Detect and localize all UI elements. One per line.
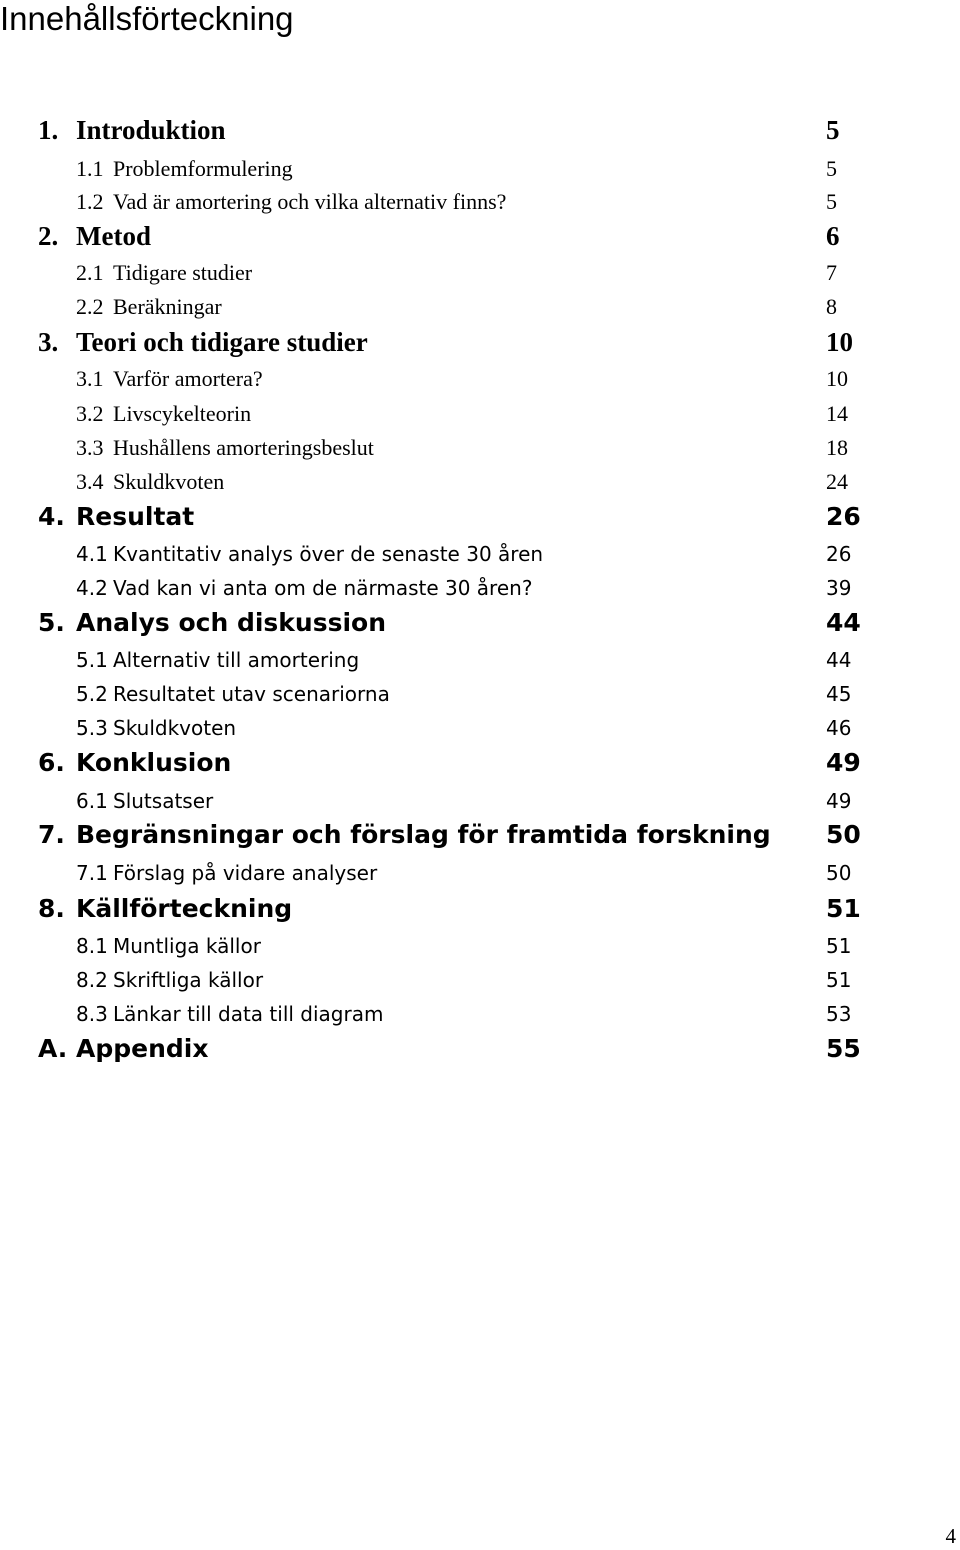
- toc-entry-number: 2.1: [76, 260, 104, 285]
- toc-entry-page: 53: [826, 1002, 852, 1026]
- toc-entry-title: Muntliga källor: [113, 934, 261, 958]
- toc-subsection-row[interactable]: [0, 154, 960, 184]
- toc-section-row[interactable]: [0, 113, 960, 147]
- toc-entry-title: Begränsningar och förslag för framtida forskning: [76, 820, 771, 849]
- toc-entry-page: 39: [826, 576, 852, 600]
- page-number: 4: [945, 1524, 956, 1548]
- toc-subsection-row[interactable]: [0, 467, 960, 497]
- toc-entry-page: 45: [826, 682, 852, 706]
- toc-subsection-row[interactable]: [0, 573, 960, 603]
- toc-entry-title: Tidigare studier: [113, 260, 253, 285]
- toc-entry-page: 50: [826, 861, 852, 885]
- toc-entry-title: Skuldkvoten: [113, 716, 237, 740]
- toc-subsection-row[interactable]: [0, 965, 960, 995]
- toc-entry-number: 5.: [38, 608, 65, 637]
- toc-entry-title: Slutsatser: [113, 789, 214, 813]
- toc-entry-number: 3.4: [76, 469, 104, 494]
- toc-section-row[interactable]: [0, 606, 960, 640]
- toc-subsection-row[interactable]: [0, 999, 960, 1029]
- toc-entry-title: Appendix: [76, 1034, 209, 1063]
- toc-subsection-row[interactable]: [0, 858, 960, 888]
- toc-entry-number: 7.: [38, 820, 65, 849]
- toc-subsection-row[interactable]: [0, 786, 960, 816]
- toc-entry-page: 51: [826, 968, 852, 992]
- toc-entry-page: 5: [826, 156, 837, 181]
- toc-entry-title: Resultat: [76, 502, 195, 531]
- toc-entry-page: 14: [826, 401, 848, 426]
- toc-entry-number: 6.1: [76, 789, 108, 813]
- toc-subsection-row[interactable]: [0, 539, 960, 569]
- toc-entry-number: 8.1: [76, 934, 108, 958]
- toc-entry-page: 10: [826, 327, 853, 357]
- toc-entry-page: 5: [826, 115, 840, 145]
- toc-section-row[interactable]: [0, 325, 960, 359]
- toc-entry-page: 44: [826, 608, 861, 637]
- toc-section-row[interactable]: [0, 219, 960, 253]
- toc-entry-page: 26: [826, 542, 852, 566]
- toc-heading: Innehållsförteckning: [0, 0, 294, 37]
- toc-entry-title: Vad kan vi anta om de närmaste 30 åren?: [113, 576, 533, 600]
- toc-entry-page: 46: [826, 716, 852, 740]
- toc-entry-page: 49: [826, 789, 852, 813]
- toc-entry-title: Konklusion: [76, 748, 232, 777]
- toc-section-row[interactable]: [0, 892, 960, 926]
- toc-subsection-row[interactable]: [0, 292, 960, 322]
- toc-entry-title: Kvantitativ analys över de senaste 30 åren: [113, 542, 544, 566]
- toc-section-row[interactable]: [0, 818, 960, 852]
- toc-entry-number: 8.2: [76, 968, 108, 992]
- toc-entry-number: 4.1: [76, 542, 108, 566]
- toc-entry-title: Resultatet utav scenariorna: [113, 682, 390, 706]
- toc-entry-title: Förslag på vidare analyser: [113, 861, 378, 885]
- toc-entry-title: Teori och tidigare studier: [76, 327, 368, 357]
- toc-entry-page: 5: [826, 189, 837, 214]
- toc-entry-title: Källförteckning: [76, 894, 293, 923]
- toc-entry-title: Beräkningar: [113, 294, 222, 319]
- toc-entry-number: 3.: [38, 327, 59, 357]
- toc-entry-page: 6: [826, 221, 840, 251]
- toc-entry-title: Metod: [76, 221, 151, 251]
- toc-subsection-row[interactable]: [0, 258, 960, 288]
- toc-entry-page: 26: [826, 502, 861, 531]
- toc-entry-title: Vad är amortering och vilka alternativ finns?: [113, 189, 507, 214]
- toc-entry-title: Skriftliga källor: [113, 968, 264, 992]
- toc-subsection-row[interactable]: [0, 433, 960, 463]
- toc-entry-page: 7: [826, 260, 837, 285]
- toc-entry-number: 5.3: [76, 716, 108, 740]
- toc-entry-page: 50: [826, 820, 861, 849]
- toc-entry-page: 55: [826, 1034, 861, 1063]
- toc-entry-number: 4.2: [76, 576, 108, 600]
- toc-subsection-row[interactable]: [0, 645, 960, 675]
- toc-entry-page: 24: [826, 469, 848, 494]
- toc-entry-number: 8.3: [76, 1002, 108, 1026]
- toc-entry-page: 51: [826, 934, 852, 958]
- toc-entry-number: 2.2: [76, 294, 104, 319]
- toc-section-row[interactable]: [0, 500, 960, 534]
- toc-subsection-row[interactable]: [0, 679, 960, 709]
- toc-entry-title: Introduktion: [76, 115, 226, 145]
- toc-entry-title: Alternativ till amortering: [113, 648, 360, 672]
- toc-entry-page: 8: [826, 294, 837, 319]
- toc-entry-number: 1.2: [76, 189, 104, 214]
- toc-entry-number: 7.1: [76, 861, 108, 885]
- toc-entry-number: 3.1: [76, 366, 104, 391]
- toc-subsection-row[interactable]: [0, 931, 960, 961]
- toc-entry-number: 1.: [38, 115, 59, 145]
- toc-subsection-row[interactable]: [0, 399, 960, 429]
- toc-entry-number: 3.3: [76, 435, 104, 460]
- toc-entry-number: 3.2: [76, 401, 104, 426]
- toc-entry-title: Varför amortera?: [113, 366, 263, 391]
- toc-entry-title: Problemformulering: [113, 156, 293, 181]
- toc-section-row[interactable]: [0, 746, 960, 780]
- toc-entry-title: Analys och diskussion: [76, 608, 387, 637]
- toc-entry-page: 51: [826, 894, 861, 923]
- toc-entry-number: 5.2: [76, 682, 108, 706]
- toc-entry-page: 18: [826, 435, 848, 460]
- toc-entry-page: 44: [826, 648, 852, 672]
- toc-entry-title: Hushållens amorteringsbeslut: [113, 435, 374, 460]
- toc-entry-number: 1.1: [76, 156, 104, 181]
- toc-entry-title: Livscykelteorin: [113, 401, 252, 426]
- toc-section-row[interactable]: [0, 1032, 960, 1066]
- toc-entry-number: 8.: [38, 894, 65, 923]
- toc-subsection-row[interactable]: [0, 364, 960, 394]
- toc-entry-number: A.: [38, 1034, 68, 1063]
- toc-entry-number: 5.1: [76, 648, 108, 672]
- toc-entry-number: 4.: [38, 502, 65, 531]
- toc-subsection-row[interactable]: [0, 187, 960, 217]
- toc-entry-number: 2.: [38, 221, 59, 251]
- toc-entry-title: Länkar till data till diagram: [113, 1002, 384, 1026]
- toc-entry-page: 49: [826, 748, 861, 777]
- toc-subsection-row[interactable]: [0, 713, 960, 743]
- toc-entry-page: 10: [826, 366, 848, 391]
- toc-entry-number: 6.: [38, 748, 65, 777]
- toc-entry-title: Skuldkvoten: [113, 469, 225, 494]
